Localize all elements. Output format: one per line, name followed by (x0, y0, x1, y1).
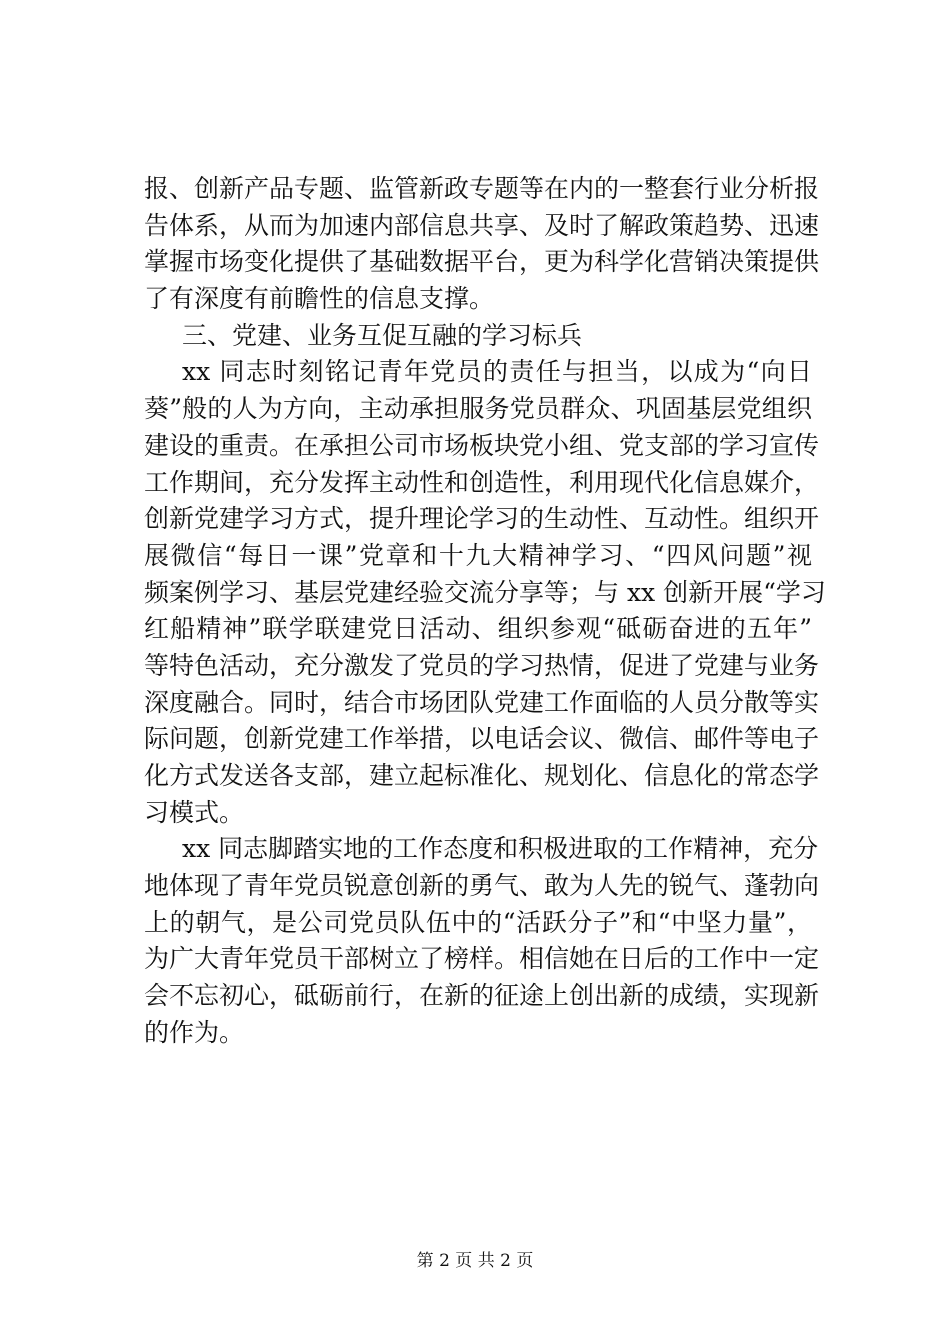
paragraph-2 (144, 354, 826, 831)
text-line: 红船精神”联学联建党日活动、组织参观“砥砺奋进的五年” (144, 614, 812, 644)
page-footer: 第 2 页 共 2 页 (416, 1251, 534, 1271)
text-line: 等特色活动，充分激发了党员的学习热情，促进了党建与业务 (144, 650, 820, 680)
document-body (144, 171, 826, 1052)
section-heading: 三、党建、业务互促互融的学习标兵 (182, 320, 583, 350)
text-line: 告体系，从而为加速内部信息共享、及时了解政策趋势、迅速 (144, 210, 820, 240)
text-line: 际问题，创新党建工作举措，以电话会议、微信、邮件等电子 (144, 724, 820, 754)
text-line: 深度融合。同时，结合市场团队党建工作面临的人员分散等实 (144, 687, 820, 717)
text-line: 报、创新产品专题、监管新政专题等在内的一整套行业分析报 (144, 174, 820, 203)
text-line: 葵”般的人为方向，主动承担服务党员群众、巩固基层党组织 (144, 394, 812, 424)
text-line: 了有深度有前瞻性的信息支撑。 (144, 284, 495, 314)
text-line: 掌握市场变化提供了基础数据平台，更为科学化营销决策提供 (144, 247, 820, 277)
text-line: 工作期间，充分发挥主动性和创造性，利用现代化信息媒介， (144, 467, 820, 497)
paragraph-1 (144, 171, 820, 318)
text-line: 的作为。 (144, 1017, 245, 1047)
paragraph-3 (144, 831, 820, 1051)
text-line: 习模式。 (144, 797, 245, 827)
text-line: 创新党建学习方式，提升理论学习的生动性、互动性。组织开 (144, 504, 820, 534)
text-line: 展微信“每日一课”党章和十九大精神学习、“四风问题”视 (144, 540, 812, 570)
text-line: xx 同志时刻铭记青年党员的责任与担当，以成为“向日 (182, 357, 812, 387)
text-line: 上的朝气，是公司党员队伍中的“活跃分子”和“中坚力量”， (144, 907, 812, 937)
text-line: 地体现了青年党员锐意创新的勇气、敢为人先的锐气、蓬勃向 (144, 871, 820, 901)
text-line: 为广大青年党员干部树立了榜样。相信她在日后的工作中一定 (144, 944, 820, 974)
text-line: 化方式发送各支部，建立起标准化、规划化、信息化的常态学 (144, 761, 820, 790)
text-line: 建设的重责。在承担公司市场板块党小组、党支部的学习宣传 (144, 430, 820, 460)
text-line: 会不忘初心，砥砺前行，在新的征途上创出新的成绩，实现新 (144, 981, 820, 1011)
text-line: xx 同志脚踏实地的工作态度和积极进取的工作精神，充分 (182, 834, 819, 864)
text-line: 频案例学习、基层党建经验交流分享等；与 xx 创新开展“学习 (144, 577, 826, 607)
